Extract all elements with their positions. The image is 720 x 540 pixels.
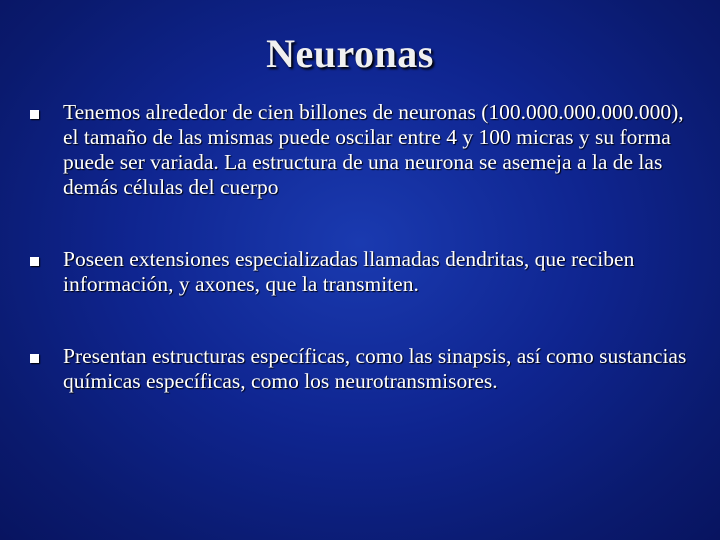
slide-title: Neuronas — [266, 31, 434, 76]
bullet-text: Presentan estructuras específicas, como las sinapsis, así como sustancias químicas específicas, como los neurotransmisores. — [63, 344, 687, 393]
square-bullet-icon — [30, 110, 39, 119]
bullet-item — [30, 247, 690, 297]
bullet-text: Poseen extensiones especializadas llamadas dendritas, que reciben información, y axones, que la transmiten. — [63, 247, 635, 296]
bullet-list — [30, 100, 690, 394]
square-bullet-icon — [30, 354, 39, 363]
bullet-item — [30, 100, 690, 200]
square-bullet-icon — [30, 257, 39, 266]
bullet-text: Tenemos alrededor de cien billones de neuronas (100.000.000.000.000), el tamaño de las mismas puede oscilar entre 4 y 100 micras y su forma puede ser variada. La estructura de una neurona se asemeja a la de las demás células del cuerpo — [63, 100, 684, 199]
bullet-item — [30, 344, 690, 394]
